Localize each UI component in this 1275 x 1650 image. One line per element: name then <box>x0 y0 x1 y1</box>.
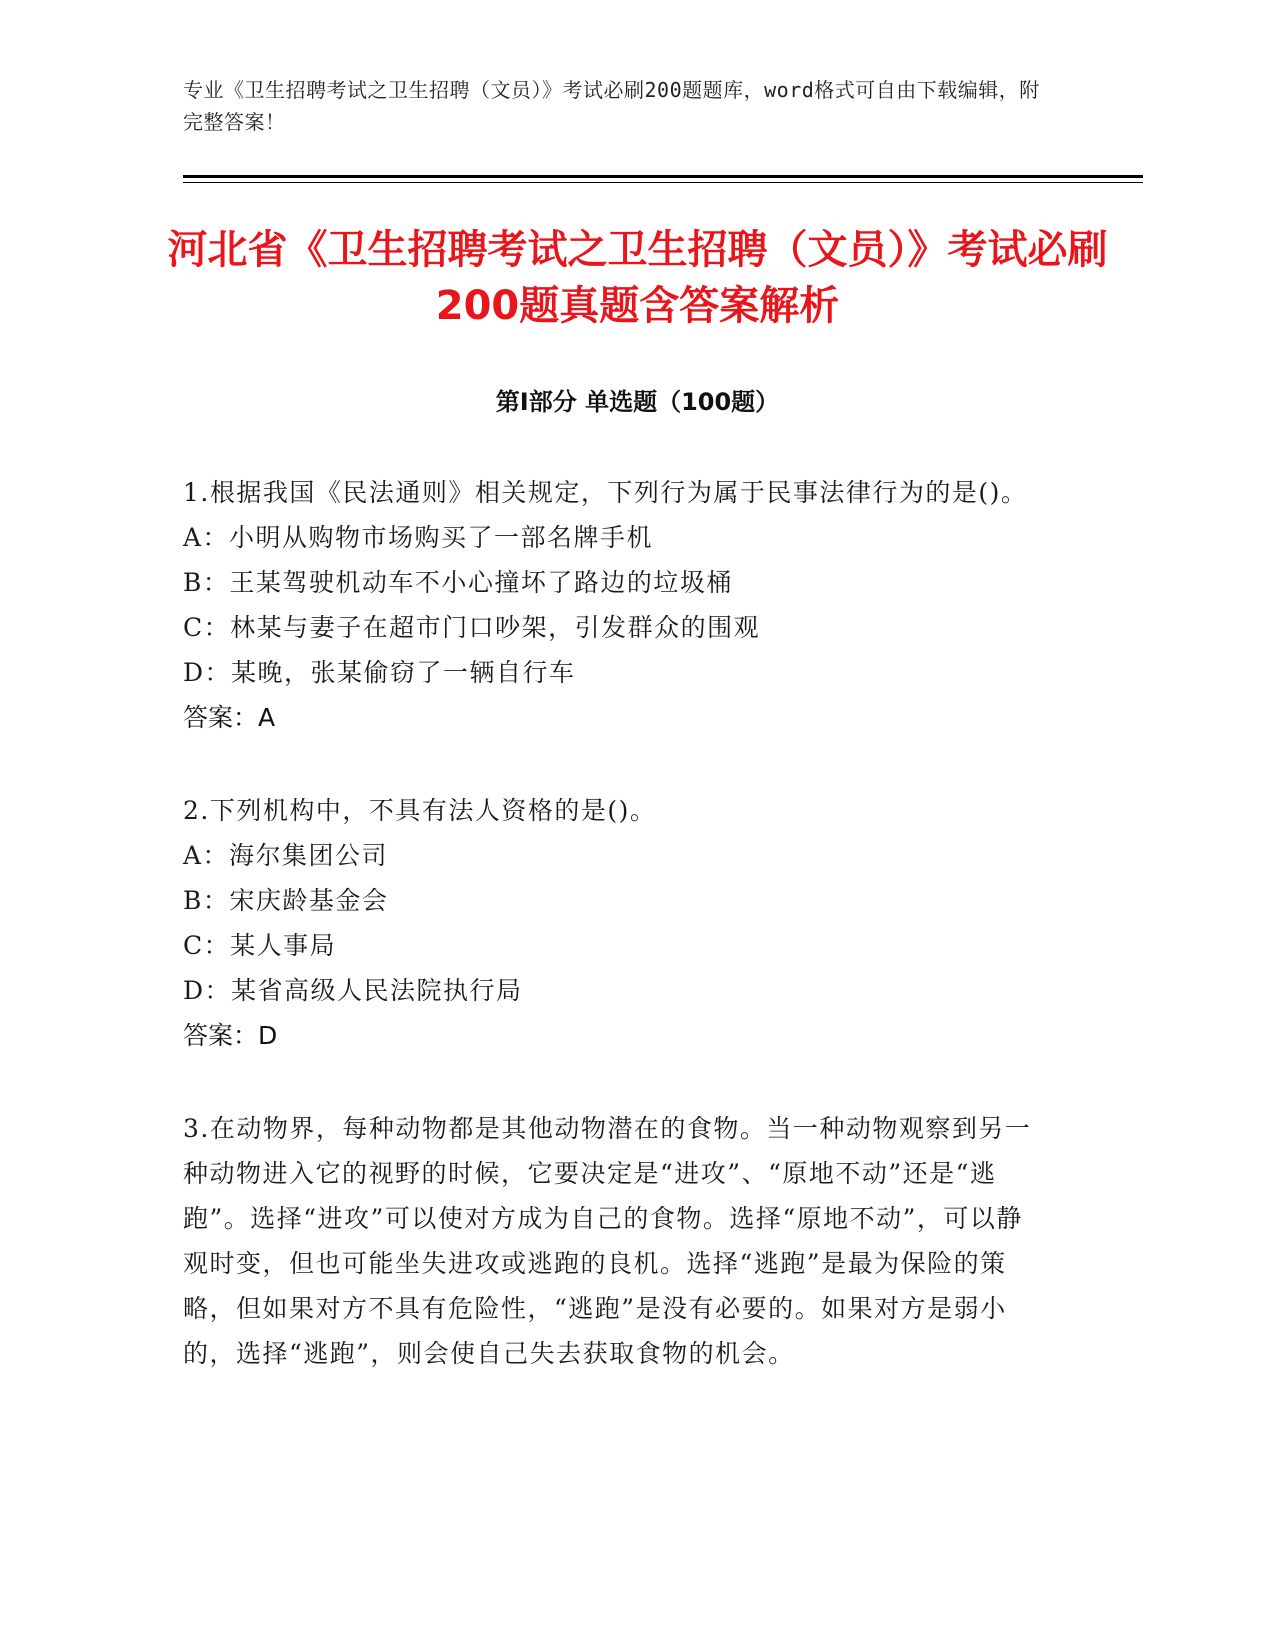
option-d: D：某省高级人民法院执行局 <box>183 976 523 1005</box>
question-stem: 1.根据我国《民法通则》相关规定，下列行为属于民事法律行为的是()。 <box>183 478 1028 507</box>
question-stem: 2.下列机构中，不具有法人资格的是()。 <box>183 796 657 825</box>
option-b: B：王某驾驶机动车不小心撞坏了路边的垃圾桶 <box>183 568 733 597</box>
option-c: C：某人事局 <box>183 931 337 960</box>
header-divider-thin <box>183 182 1143 183</box>
document-title: 河北省《卫生招聘考试之卫生招聘（文员）》考试必刷200题真题含答案解析 <box>167 227 1108 329</box>
header-note: 专业《卫生招聘考试之卫生招聘（文员）》考试必刷200题题库，word格式可自由下载编辑，附完整答案！ <box>183 78 1040 134</box>
question-2 <box>183 788 1043 1058</box>
answer: 答案：D <box>183 1021 278 1050</box>
answer: 答案：A <box>183 703 276 732</box>
option-c: C：林某与妻子在超市门口吵架，引发群众的围观 <box>183 613 761 642</box>
option-a: A：海尔集团公司 <box>183 841 389 870</box>
question-1 <box>183 470 1043 740</box>
question-3 <box>183 1106 1043 1376</box>
header-divider-thick <box>183 175 1143 178</box>
option-d: D：某晚，张某偷窃了一辆自行车 <box>183 658 576 687</box>
option-b: B：宋庆龄基金会 <box>183 886 389 915</box>
question-list <box>183 470 1043 1424</box>
question-stem: 3.在动物界，每种动物都是其他动物潜在的食物。当一种动物观察到另一种动物进入它的视野的时候，它要决定是“进攻”、“原地不动”还是“逃跑”。选择“进攻”可以使对方成为自己的食物。选择“原地不动”，可以静观时变，但也可能坐失进攻或逃跑的良机。选择“逃跑”是最为保险的策略，但如果对方不具有危险性，“逃跑”是没有必要的。如果对方是弱小的，选择“逃跑”，则会使自己失去获取食物的机会。 <box>183 1114 1032 1368</box>
section-heading: 第Ⅰ部分 单选题（100题） <box>495 388 780 416</box>
option-a: A：小明从购物市场购买了一部名牌手机 <box>183 523 654 552</box>
